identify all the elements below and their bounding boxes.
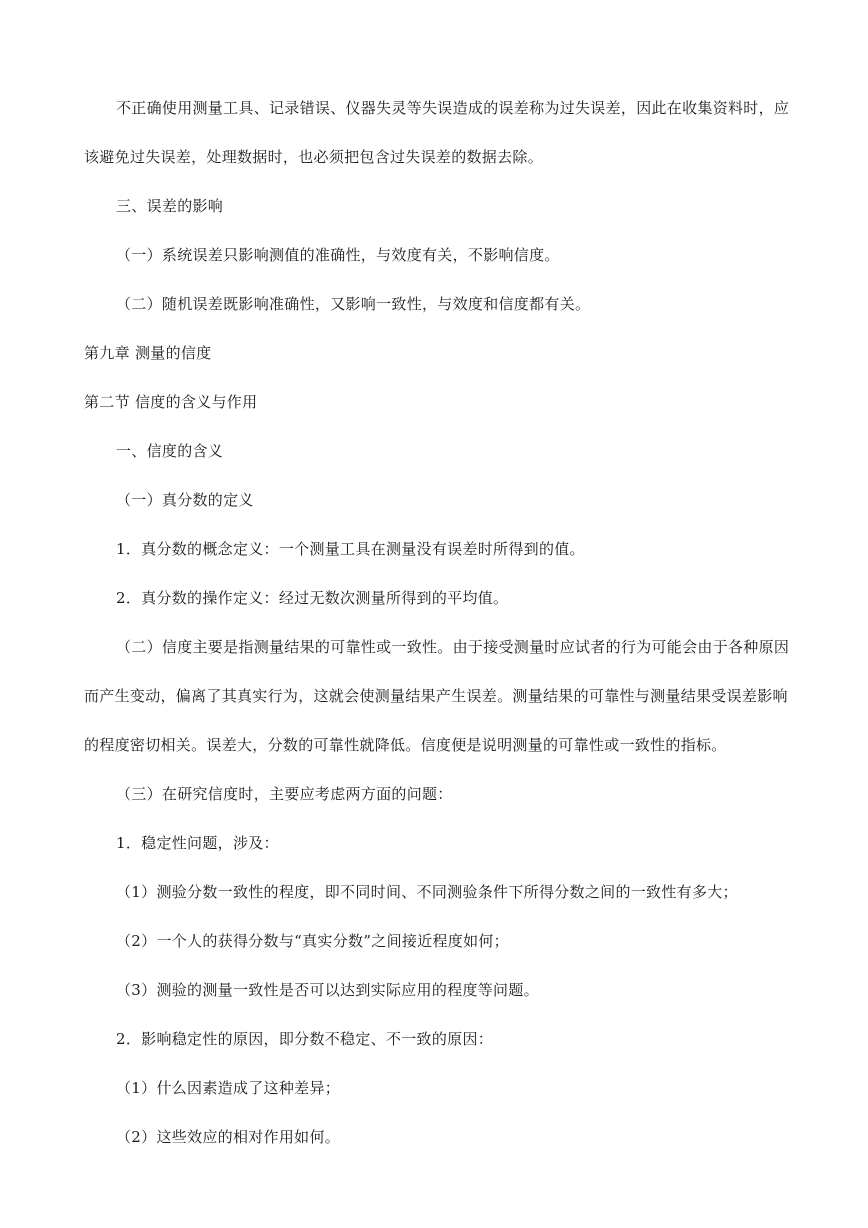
section-heading: 第二节 信度的含义与作用 — [84, 393, 258, 411]
paragraph-line: 该避免过失误差，处理数据时，也必须把包含过失误差的数据去除。 — [84, 148, 544, 166]
paragraph-line: （三）在研究信度时，主要应考虑两方面的问题： — [116, 785, 453, 803]
list-item: 1．真分数的概念定义：一个测量工具在测量没有误差时所得到的值。 — [116, 540, 585, 558]
list-item: （1）什么因素造成了这种差异； — [116, 1079, 341, 1097]
subsection-heading: 一、信度的含义 — [116, 442, 224, 460]
paragraph-line: 的程度密切相关。误差大，分数的可靠性就降低。信度便是说明测量的可靠性或一致性的指标。 — [84, 736, 727, 754]
list-item: （2）一个人的获得分数与“真实分数”之间接近程度如何； — [116, 932, 509, 950]
list-item: 2．影响稳定性的原因，即分数不稳定、不一致的原因： — [116, 1030, 494, 1048]
paragraph-line: （一）系统误差只影响测值的准确性，与效度有关，不影响信度。 — [116, 246, 560, 264]
paragraph-line: （二）信度主要是指测量结果的可靠性或一致性。由于接受测量时应试者的行为可能会由于各种原因 — [116, 638, 790, 656]
list-item: （2）这些效应的相对作用如何。 — [116, 1128, 341, 1146]
list-item: （1）测验分数一致性的程度，即不同时间、不同测验条件下所得分数之间的一致性有多大； — [116, 883, 738, 901]
list-item: 2．真分数的操作定义：经过无数次测量所得到的平均值。 — [116, 589, 509, 607]
paragraph-line: 不正确使用测量工具、记录错误、仪器失灵等失误造成的误差称为过失误差，因此在收集资料时，应 — [116, 99, 790, 117]
paragraph-line: （二）随机误差既影响准确性，又影响一致性，与效度和信度都有关。 — [116, 295, 591, 313]
paragraph-line: 而产生变动，偏离了其真实行为，这就会使测量结果产生误差。测量结果的可靠性与测量结果受误差影响 — [84, 687, 788, 705]
subsection-heading: （一）真分数的定义 — [116, 491, 254, 509]
chapter-heading: 第九章 测量的信度 — [84, 344, 212, 362]
section-heading: 三、误差的影响 — [116, 197, 224, 215]
list-item: （3）测验的测量一致性是否可以达到实际应用的程度等问题。 — [116, 981, 539, 999]
list-item: 1．稳定性问题，涉及： — [116, 834, 279, 852]
